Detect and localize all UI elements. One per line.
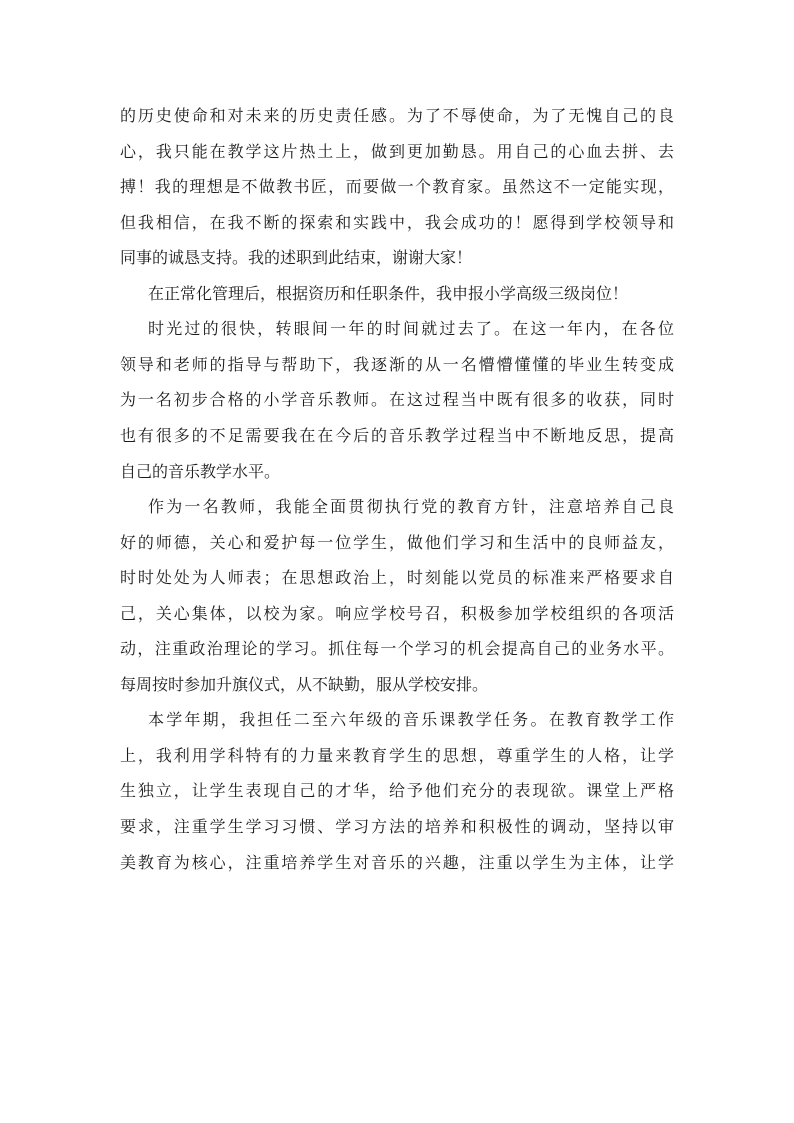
text-line: 为一名初步合格的小学音乐教师。在这过程当中既有很多的收获，同时	[120, 390, 674, 409]
text-line: 本学年期，我担任二至六年级的音乐课教学任务。在教育教学工作	[148, 710, 674, 729]
text-line: 上，我利用学科特有的力量来教育学生的思想，尊重学生的人格，让学	[120, 746, 674, 765]
text-line: 也有很多的不足需要我在在今后的音乐教学过程当中不断地反思，提高	[120, 426, 674, 445]
text-line: 时光过的很快，转眼间一年的时间就过去了。在这一年内，在各位	[148, 319, 674, 338]
text-line: 但我相信，在我不断的探索和实践中，我会成功的！愿得到学校领导和	[120, 213, 674, 232]
text-line: 美教育为核心，注重培养学生对音乐的兴趣，注重以学生为主体，让学	[120, 853, 674, 872]
text-line: 好的师德，关心和爱护每一位学生，做他们学习和生活中的良师益友，	[120, 533, 674, 552]
text-line: 同事的诚恳支持。我的述职到此结束，谢谢大家！	[120, 248, 473, 267]
text-line: 自己的音乐教学水平。	[120, 462, 281, 481]
text-line: 生独立，让学生表现自己的才华，给予他们充分的表现欲。课堂上严格	[120, 781, 674, 800]
text-line: 每周按时参加升旗仪式，从不缺勤，服从学校安排。	[120, 675, 489, 694]
text-line: 要求，注重学生学习习惯、学习方法的培养和积极性的调动，坚持以审	[120, 817, 674, 836]
text-line: 己，关心集体，以校为家。响应学校号召，积极参加学校组织的各项活	[120, 604, 674, 623]
text-line: 作为一名教师，我能全面贯彻执行党的教育方针，注意培养自己良	[148, 497, 674, 516]
text-line: 搏！我的理想是不做教书匠，而要做一个教育家。虽然这不一定能实现，	[120, 177, 674, 196]
text-line: 时时处处为人师表；在思想政治上，时刻能以党员的标准来严格要求自	[120, 568, 674, 587]
text-line: 动，注重政治理论的学习。抓住每一个学习的机会提高自己的业务水平。	[120, 639, 674, 658]
text-line: 领导和老师的指导与帮助下，我逐渐的从一名懵懵懂懂的毕业生转变成	[120, 355, 674, 374]
text-line: 的历史使命和对未来的历史责任感。为了不辱使命，为了无愧自己的良	[120, 106, 674, 125]
text-line: 在正常化管理后，根据资历和任职条件，我申报小学高级三级岗位！	[148, 284, 629, 303]
text-line: 心，我只能在教学这片热土上，做到更加勤恳。用自己的心血去拼、去	[120, 142, 674, 161]
